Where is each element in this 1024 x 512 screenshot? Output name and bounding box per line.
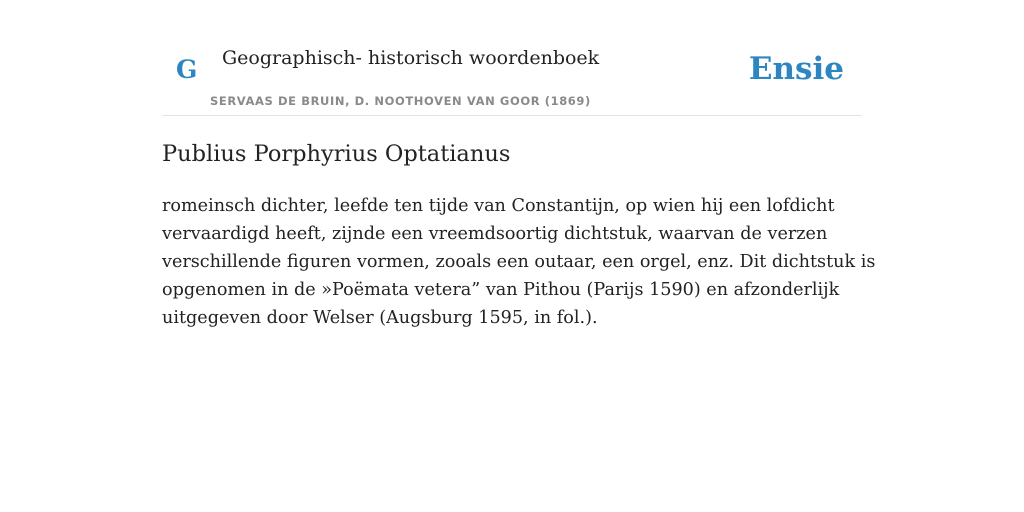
ensie-logo[interactable]: Ensie (748, 51, 844, 87)
entry-body-line: opgenomen in de »Poëmata vetera” van Pithou (Parijs 1590) en afzonderlijk (162, 280, 840, 300)
page (162, 0, 876, 328)
entry-body (162, 192, 876, 332)
book-author: SERVAAS DE BRUIN, D. NOOTHOVEN VAN GOOR (1869) (210, 94, 591, 108)
entry-body-line: vervaardigd heeft, zijnde een vreemdsoortig dichtstuk, waarvan de verzen (162, 224, 828, 244)
book-title[interactable]: Geographisch- historisch woordenboek (222, 47, 600, 69)
book-letter-icon: G (176, 55, 198, 84)
entry-body-line: romeinsch dichter, leefde ten tijde van Constantijn, op wien hij een lofdicht (162, 196, 835, 216)
entry-body-line: verschillende figuren vormen, zooals een outaar, een orgel, enz. Dit dichtstuk is (162, 252, 876, 272)
header (162, 0, 862, 116)
entry-title: Publius Porphyrius Optatianus (162, 141, 511, 167)
entry-body-line: uitgegeven door Welser (Augsburg 1595, in fol.). (162, 308, 598, 328)
